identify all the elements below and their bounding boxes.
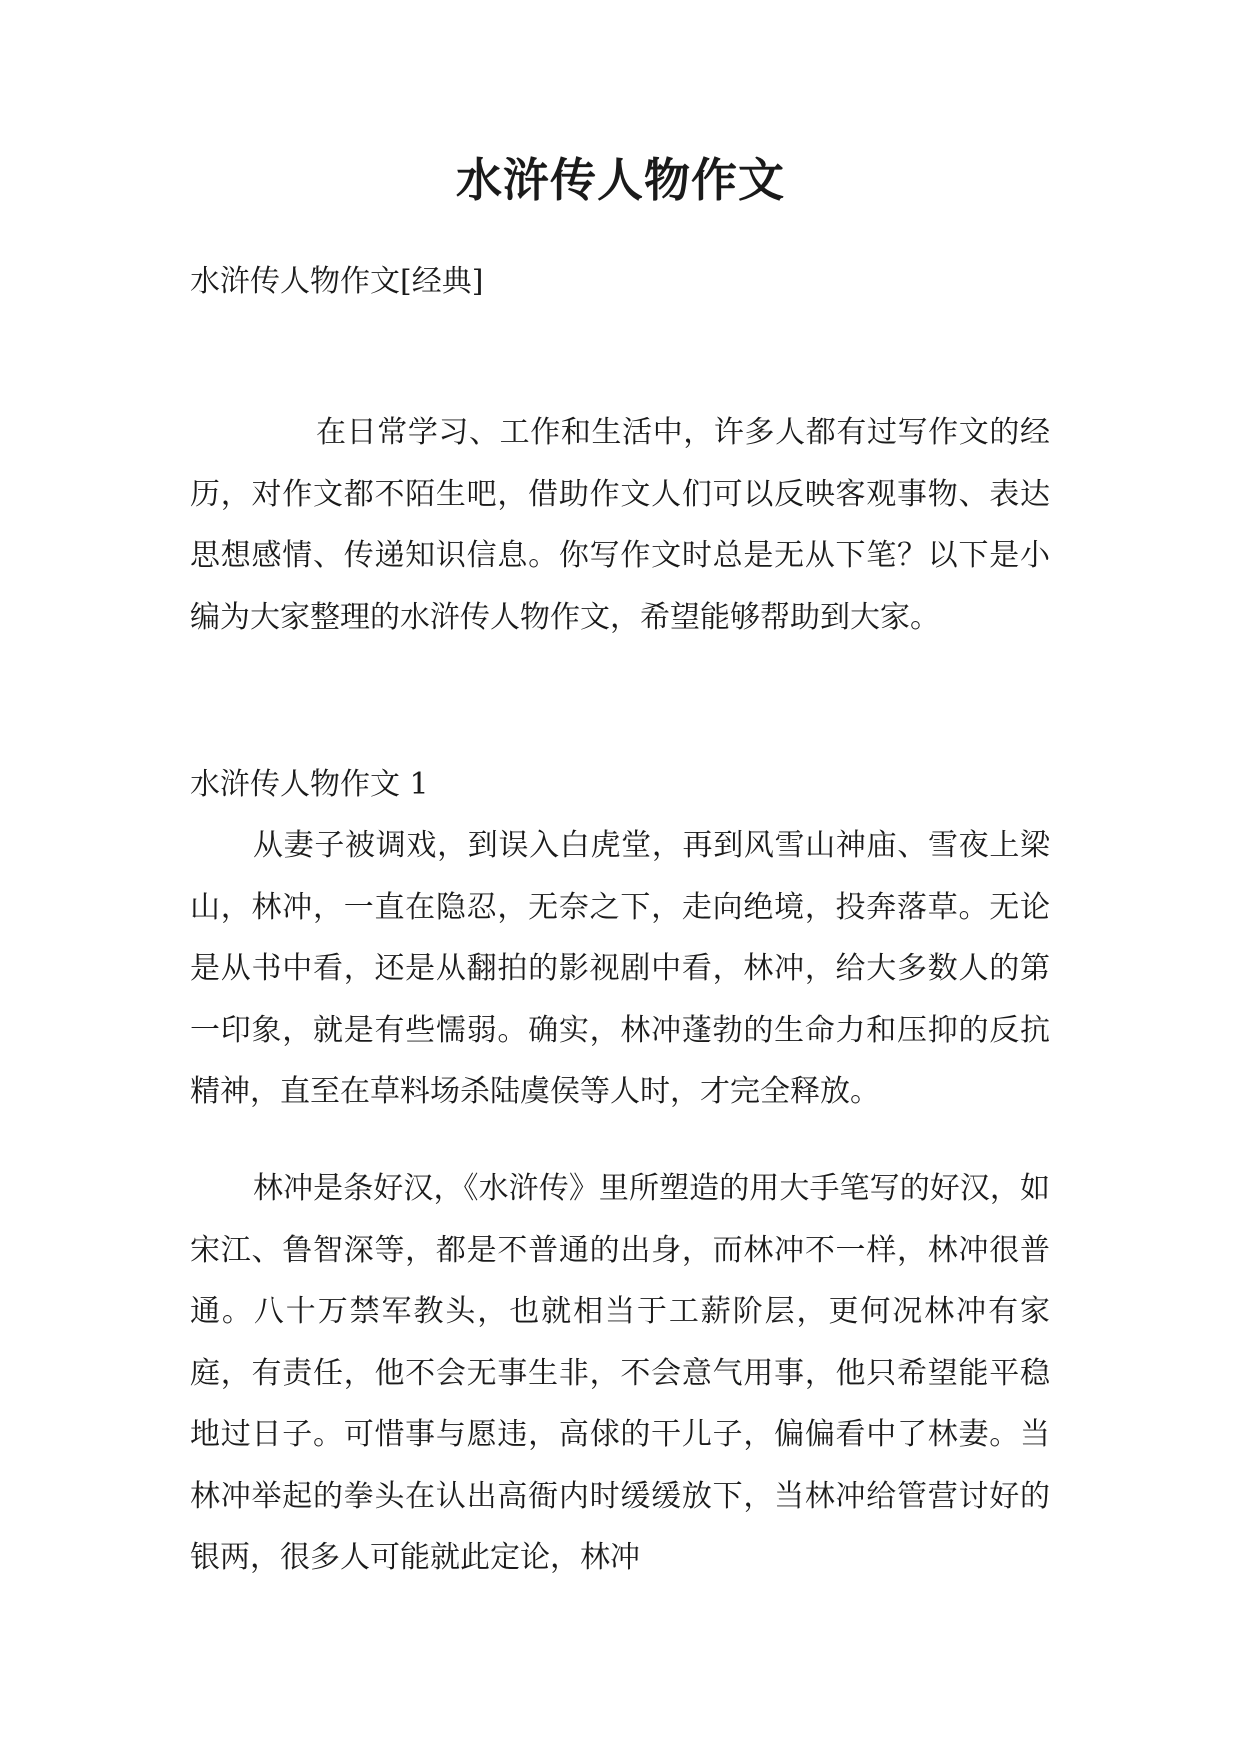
body-paragraph-1: 从妻子被调戏，到误入白虎堂，再到风雪山神庙、雪夜上梁山，林冲，一直在隐忍，无奈之下，走向绝境，投奔落草。无论是从书中看，还是从翻拍的影视剧中看，林冲，给大多数人的第一印象，就是有些懦弱。确实，林冲蓬勃的生命力和压抑的反抗精神，直至在草料场杀陆虞侯等人时，才完全释放。	[190, 828, 1050, 1109]
body-paragraph-2: 林冲是条好汉，《水浒传》里所塑造的用大手笔写的好汉，如宋江、鲁智深等，都是不普通的出身，而林冲不一样，林冲很普通。八十万禁军教头，也就相当于工薪阶层，更何况林冲有家庭，有责任，他不会无事生非，不会意气用事，他只希望能平稳地过日子。可惜事与愿违，高俅的干儿子，偏偏看中了林妻。当林冲举起的拳头在认出高衙内时缓缓放下，当林冲给管营讨好的银两，很多人可能就此定论，林冲	[190, 1171, 1050, 1575]
document-subtitle: 水浒传人物作文[经典]	[190, 264, 484, 299]
page-title: 水浒传人物作文	[456, 153, 785, 207]
section-heading: 水浒传人物作文 1	[190, 767, 429, 802]
intro-paragraph: 在日常学习、工作和生活中，许多人都有过写作文的经历，对作文都不陌生吧，借助作文人们可以反映客观事物、表达思想感情、传递知识信息。你写作文时总是无从下笔？以下是小编为大家整理的水浒传人物作文，希望能够帮助到大家。	[190, 415, 1050, 635]
